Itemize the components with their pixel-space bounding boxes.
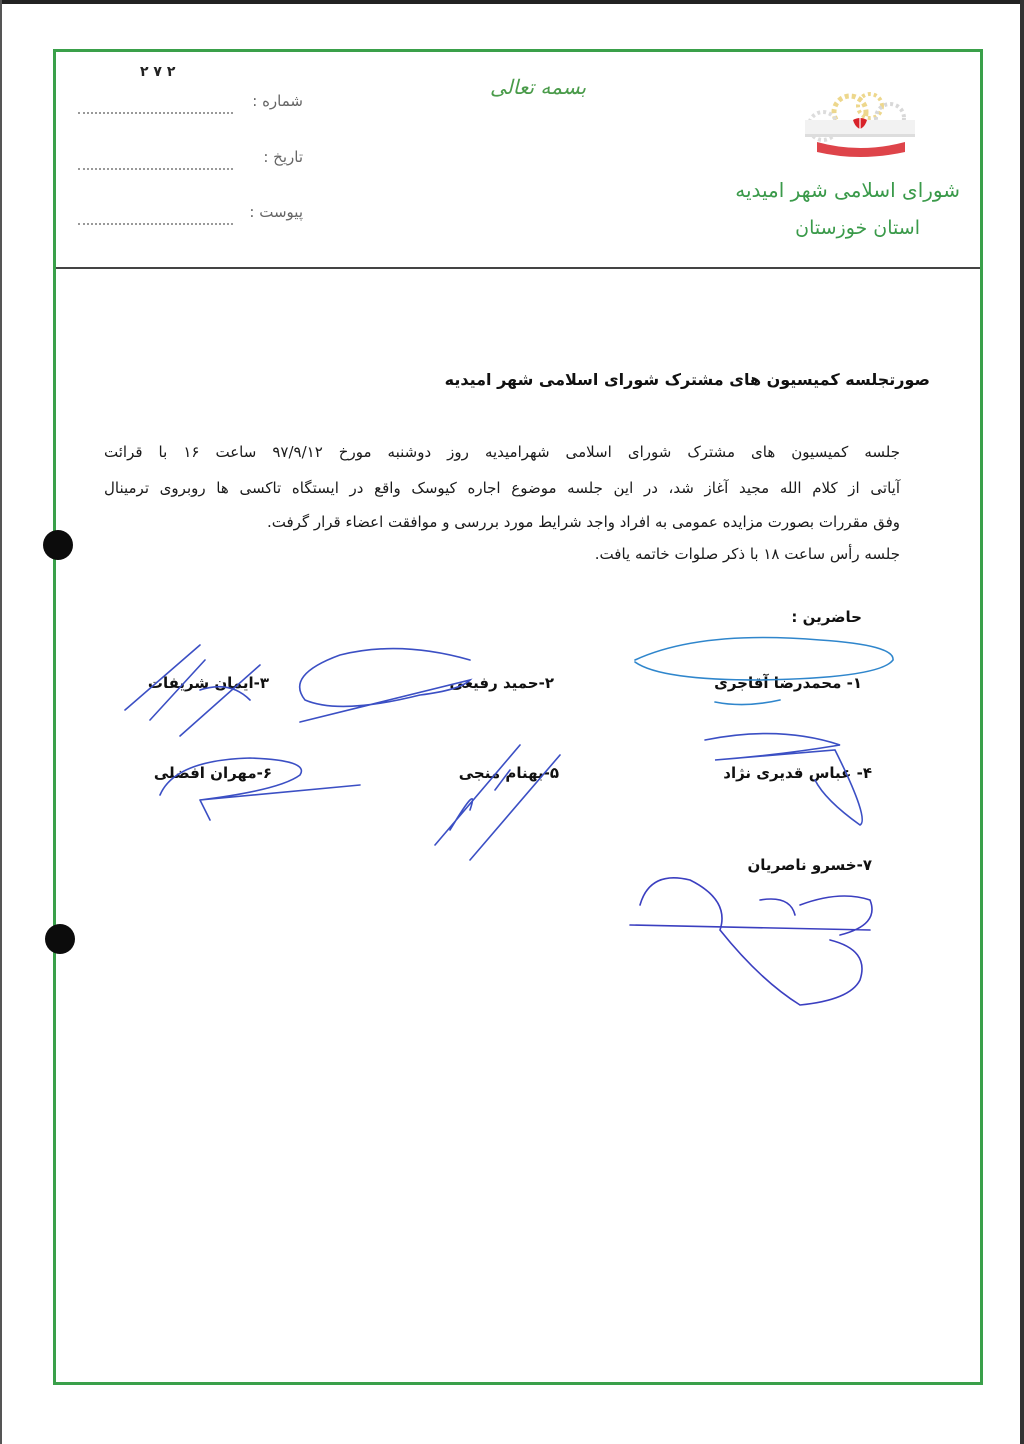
- province-name: استان خوزستان: [795, 217, 920, 239]
- signature-6: [160, 758, 360, 820]
- signature-3: [125, 645, 260, 736]
- attendee-name: ۵-بهنام منجی: [458, 764, 559, 782]
- signature-7: [630, 878, 872, 1005]
- attendees-label: حاضرین :: [791, 608, 862, 626]
- paragraph-line: آیاتی از کلام الله مجید آغاز شد، در این جلسه موضوع اجاره کیوسک واقع در ایستگاه تاکسی ها روبروی ترمینال: [104, 479, 900, 497]
- date-label: تاریخ :: [263, 148, 303, 166]
- organization-name: شورای اسلامی شهر امیدیه: [735, 178, 960, 202]
- number-label: شماره :: [252, 92, 303, 110]
- attendee-name: ۳-ایمان شریفات: [147, 674, 269, 692]
- attendee-name: ۲-حمید رفیعی: [449, 674, 554, 692]
- attendee-name: ۶-مهران افضلی: [153, 764, 272, 782]
- attendee-name: ۱- محمدرضا آقاجری: [714, 674, 862, 692]
- signature-5: [435, 745, 560, 860]
- serial-number: ٢ ٧ ٢: [140, 64, 176, 80]
- signature-2: [300, 649, 470, 722]
- attendee-name: ۷-خسرو ناصریان: [747, 856, 872, 874]
- signature-1: [635, 638, 893, 681]
- document-title: صورتجلسه کمیسیون های مشترک شورای اسلامی شهر امیدیه: [444, 370, 930, 389]
- paragraph-line: جلسه کمیسیون های مشترک شورای اسلامی شهرامیدیه روز دوشنبه مورخ ۹۷/۹/۱۲ ساعت ۱۶ با قرائت: [104, 443, 900, 461]
- paragraph-line: جلسه رأس ساعت ۱۸ با ذکر صلوات خاتمه یافت.: [594, 545, 900, 563]
- basmala-calligraphy: بسمه تعالی: [490, 75, 587, 99]
- attendee-name: ۴- عباس قدیری نژاد: [723, 764, 872, 782]
- signature-4: [705, 734, 862, 825]
- attachment-label: پیوست :: [249, 203, 303, 221]
- signature-1-tail: [715, 700, 780, 705]
- paragraph-line: وفق مقررات بصورت مزایده عمومی به افراد واجد شرایط مورد بررسی و موافقت اعضاء قرار گرفت.: [267, 513, 900, 531]
